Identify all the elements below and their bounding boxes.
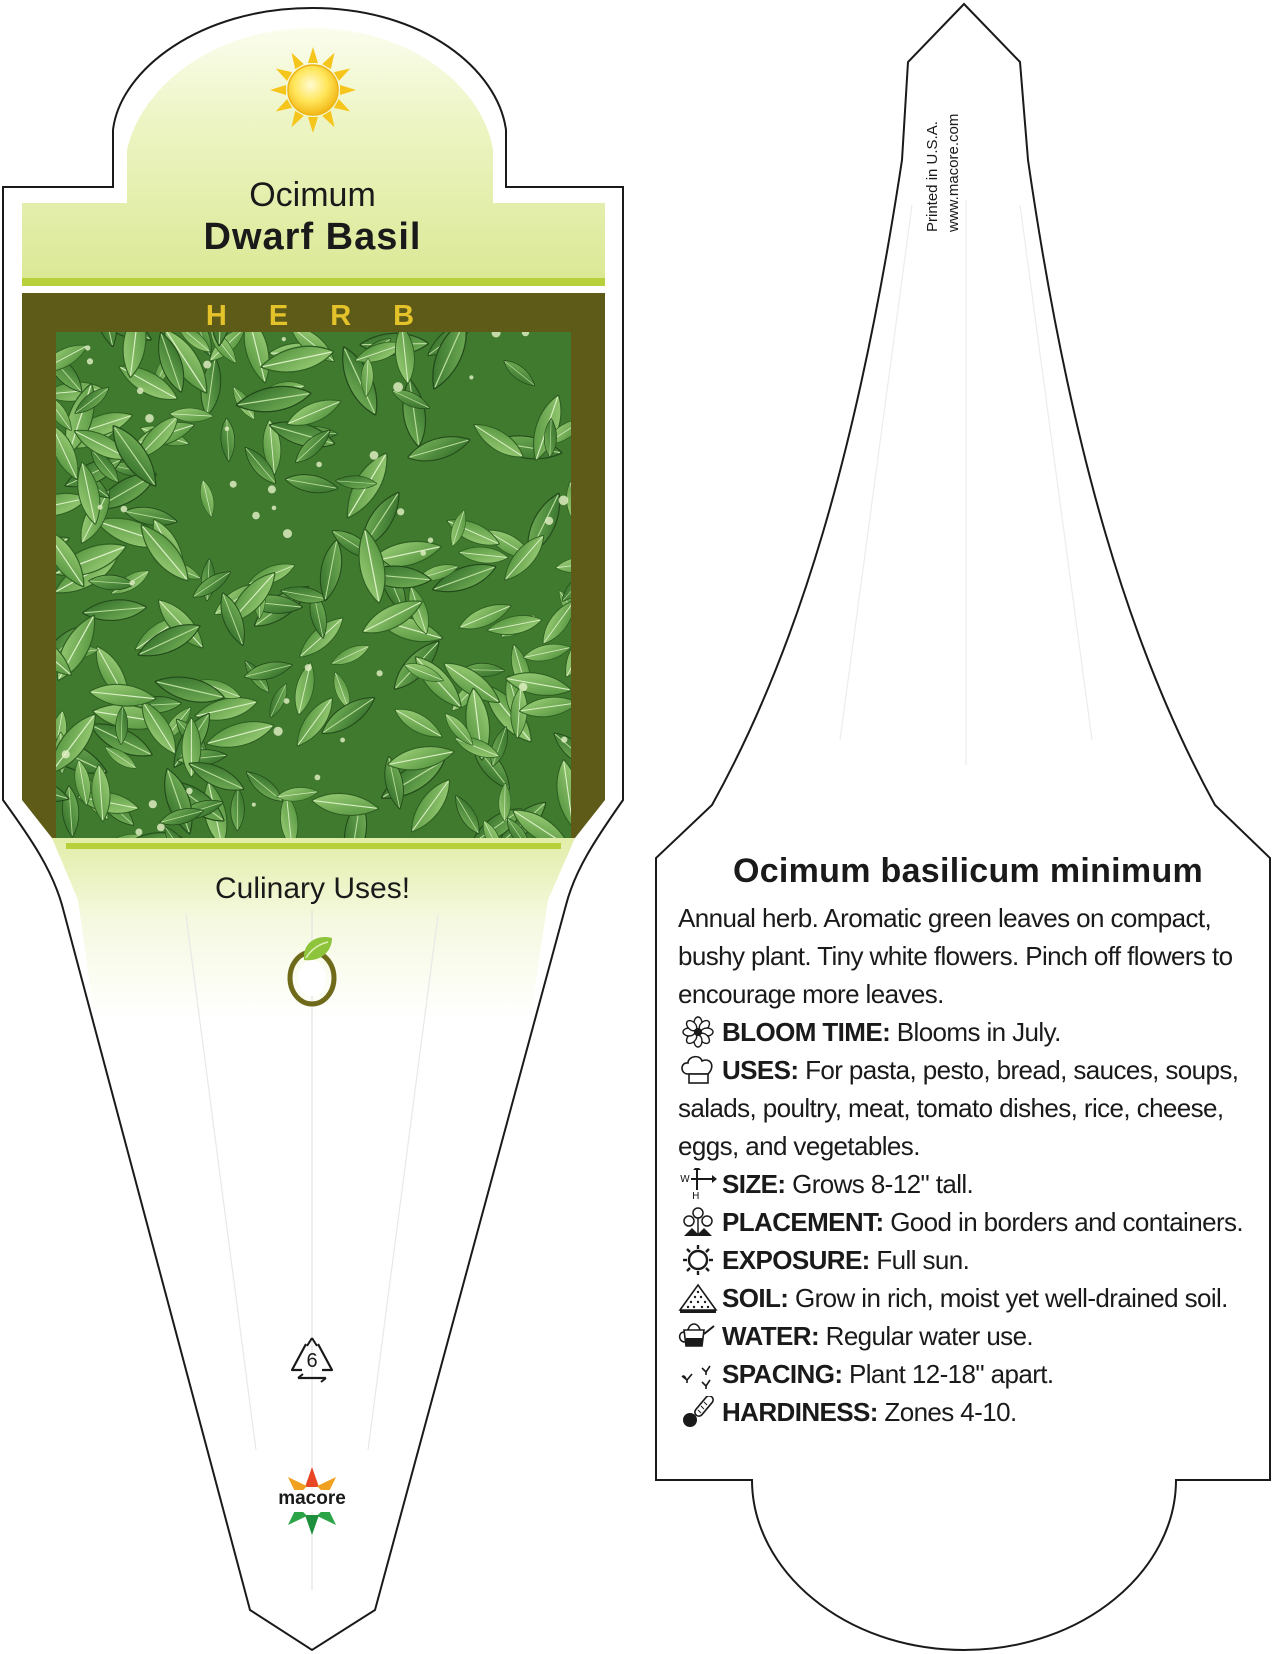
attr-value: Grows 8-12" tall.: [792, 1169, 974, 1199]
svg-text:W: W: [680, 1174, 690, 1185]
chef-hat-icon: [678, 1054, 718, 1086]
attr-label: SOIL:: [722, 1283, 789, 1313]
plant-common-name: Dwarf Basil: [203, 216, 422, 258]
attr-label: BLOOM TIME:: [722, 1017, 891, 1047]
thermometer-icon: [678, 1396, 718, 1428]
attr-bloom-time: [678, 1013, 1258, 1051]
attr-value: Good in borders and containers.: [890, 1207, 1244, 1237]
attr-value: Regular water use.: [825, 1321, 1034, 1351]
attr-label: USES:: [722, 1055, 799, 1085]
sun-icon: [268, 45, 358, 135]
size-icon: [678, 1168, 718, 1200]
attr-exposure: [678, 1241, 1258, 1279]
leaf-swirl-icon: [282, 930, 344, 1010]
attr-size: [678, 1165, 1258, 1203]
back-info: [678, 852, 1258, 1431]
attr-value: Zones 4-10.: [884, 1397, 1017, 1427]
attr-placement: [678, 1203, 1258, 1241]
sun-outline-icon: [678, 1244, 718, 1276]
attr-label: HARDINESS:: [722, 1397, 878, 1427]
attr-value: Full sun.: [876, 1245, 970, 1275]
attr-label: PLACEMENT:: [722, 1207, 884, 1237]
watering-can-icon: [678, 1320, 718, 1352]
website-label: www.macore.com: [945, 113, 962, 232]
front-header-stripe: [22, 278, 605, 286]
printed-in-label: Printed in U.S.A.: [924, 121, 941, 232]
soil-icon: [678, 1282, 718, 1314]
plant-genus: Ocimum: [249, 176, 376, 214]
plant-category: HERB: [205, 300, 457, 332]
flower-icon: [678, 1016, 718, 1048]
attr-label: SIZE:: [722, 1169, 786, 1199]
plant-description: Annual herb. Aromatic green leaves on compact, bushy plant. Tiny white flowers. Pinch off flowers to encourage more leaves.: [678, 903, 1233, 1009]
attr-value: Plant 12-18" apart.: [849, 1359, 1054, 1389]
scientific-name: Ocimum basilicum minimum: [732, 852, 1204, 890]
brand-logo-text: macore: [278, 1488, 346, 1509]
seedlings-icon: [678, 1358, 718, 1390]
svg-text:H: H: [692, 1191, 699, 1200]
plant-photo: [56, 332, 571, 838]
attr-value: For pasta, pesto, bread, sauces, soups, salads, poultry, meat, tomato dishes, rice, cheese, eggs, and vegetables.: [678, 1055, 1239, 1161]
plants-icon: [678, 1206, 718, 1238]
front-tagline: Culinary Uses!: [214, 872, 411, 905]
attr-soil: [678, 1279, 1258, 1317]
attr-uses: [678, 1051, 1258, 1165]
attr-hardiness: [678, 1393, 1258, 1431]
front-lower-stripe: [66, 843, 561, 849]
recycle-code: 6: [306, 1350, 318, 1372]
print-credit: [924, 50, 962, 232]
attr-water: [678, 1317, 1258, 1355]
attr-label: EXPOSURE:: [722, 1245, 870, 1275]
attr-spacing: [678, 1355, 1258, 1393]
attr-value: Grow in rich, moist yet well-drained soil.: [794, 1283, 1228, 1313]
attr-label: WATER:: [722, 1321, 820, 1351]
attr-label: SPACING:: [722, 1359, 843, 1389]
attr-value: Blooms in July.: [896, 1017, 1061, 1047]
